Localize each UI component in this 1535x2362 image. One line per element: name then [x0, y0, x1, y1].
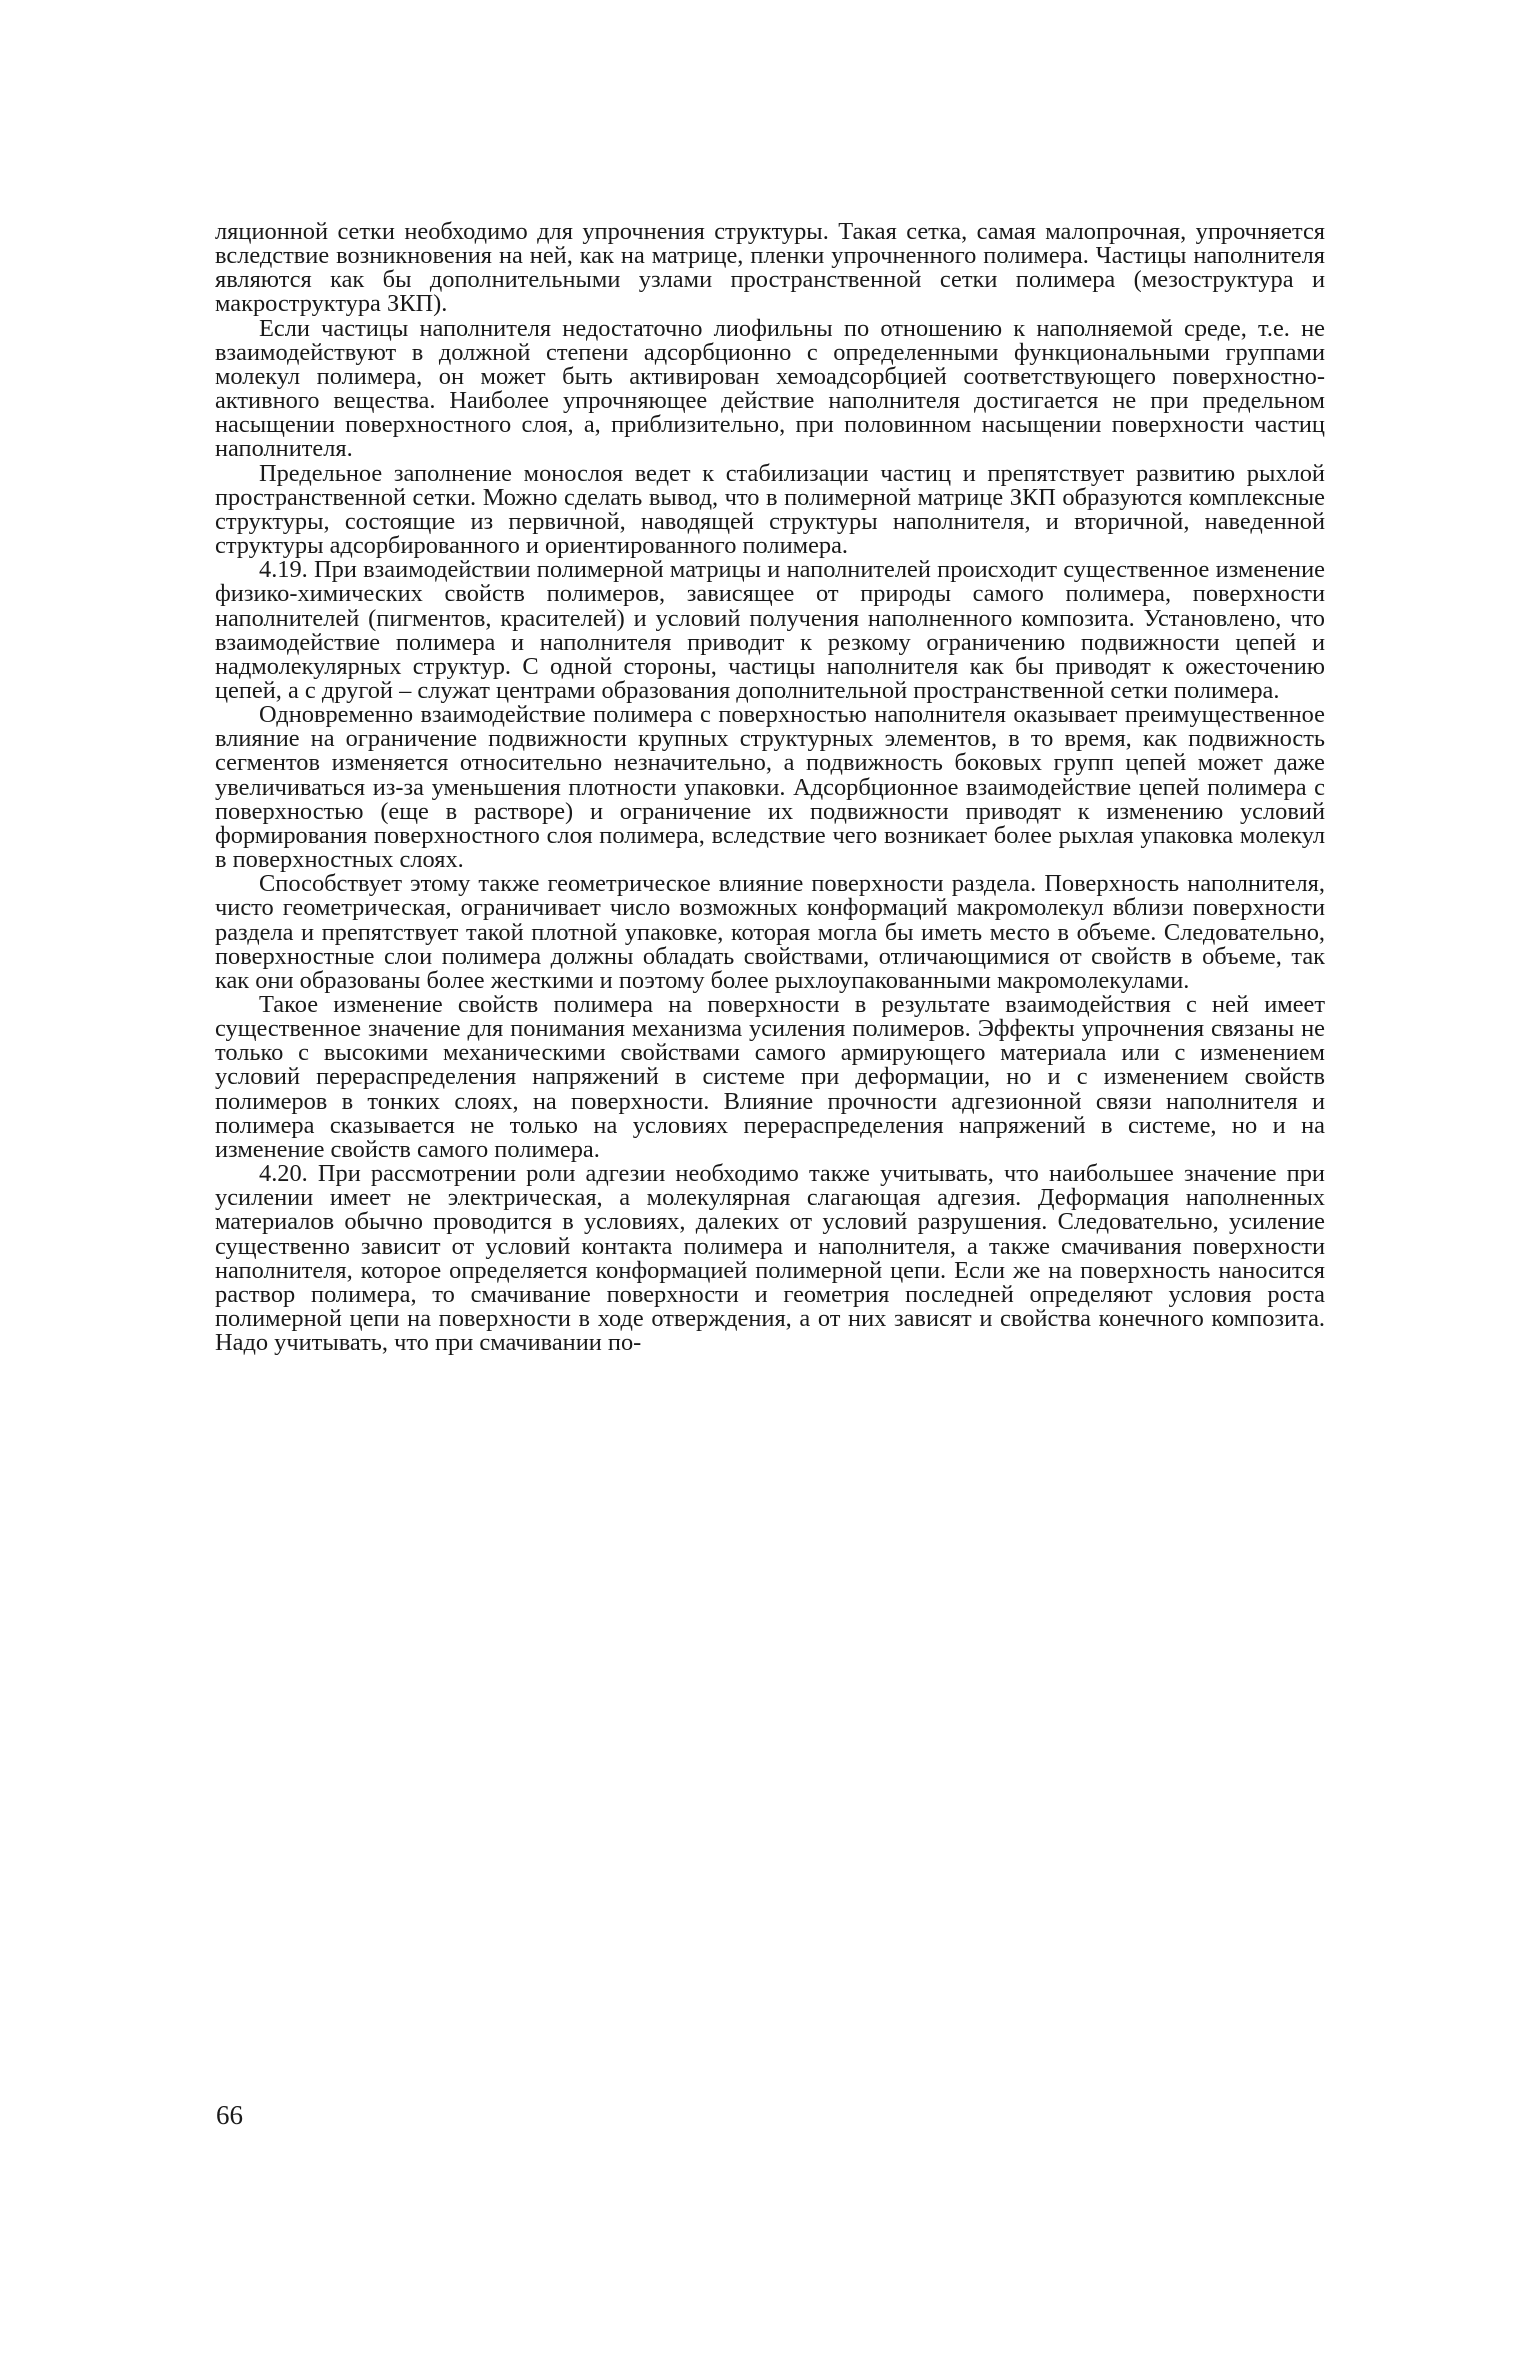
- paragraph-3: Предельное заполнение монослоя ведет к стабилизации частиц и препятствует развитию рыхлой пространственной сетки. Можно сделать вывод, что в полимерной матрице ЗКП образуются комплексные структуры, состоящие из первичной, наводящей структуры наполнителя, и вторичной, наведенной структуры адсорбированного и ориентированного полимера.: [215, 459, 1325, 560]
- paragraph-1: ляционной сетки необходимо для упрочнения структуры. Такая сетка, самая малопрочная, упрочняется вследствие возникновения на ней, как на матрице, пленки упрочненного полимера. Частицы наполнителя являются как бы дополнительными узлами пространственной сетки полимера (мезоструктура и макроструктура ЗКП).: [215, 218, 1325, 318]
- paragraph-5: Одновременно взаимодействие полимера с поверхностью наполнителя оказывает преимущественное влияние на ограничение подвижности крупных структурных элементов, в то время, как подвижность сегментов изменяется относительно незначительно, а подвижность боковых групп цепей может даже увеличиваться из-за уменьшения плотности упаковки. Адсорбционное взаимодействие цепей полимера с поверхностью (еще в растворе) и ограничение их подвижности приводят к изменению условий формирования поверхностного слоя полимера, вследствие чего возникает более рыхлая упаковка молекул в поверхностных слоях.: [215, 701, 1325, 874]
- paragraph-4: 4.19. При взаимодействии полимерной матрицы и наполнителей происходит существенное изменение физико-химических свойств полимеров, зависящее от природы самого полимера, поверхности наполнителей (пигментов, красителей) и условий получения наполненного композита. Установлено, что взаимодействие полимера и наполнителя приводит к резкому ограничению подвижности цепей и надмолекулярных структур. С одной стороны, частицы наполнителя как бы приводят к ожесточению цепей, а с другой – служат центрами образования дополнительной пространственной сетки полимера.: [215, 556, 1325, 704]
- paragraph-7: Такое изменение свойств полимера на поверхности в результате взаимодействия с ней имеет существенное значение для понимания механизма усиления полимеров. Эффекты упрочнения связаны не только с высокими механическими свойствами самого армирующего материала или с изменением условий перераспределения напряжений в системе при деформации, но и с изменением свойств полимеров в тонких слоях, на поверхности. Влияние прочности адгезионной связи наполнителя и полимера сказывается не только на условиях перераспределения напряжений в системе, но и на изменение свойств самого полимера.: [215, 991, 1325, 1163]
- paragraph-8: 4.20. При рассмотрении роли адгезии необходимо также учитывать, что наибольшее значение при усилении имеет не электрическая, а молекулярная слагающая адгезия. Деформация наполненных материалов обычно проводится в условиях, далеких от условий разрушения. Следовательно, усиление существенно зависит от условий контакта полимера и наполнителя, а также смачивания поверхности наполнителя, которое определяется конформацией полимерной цепи. Если же на поверхность наносится раствор полимера, то смачивание поверхности и геометрия последней определяют условия роста полимерной цепи на поверхности в ходе отверждения, а от них зависят и свойства конечного композита. Надо учитывать, что при смачивании по-: [215, 1160, 1325, 1357]
- paragraph-2: Если частицы наполнителя недостаточно лиофильны по отношению к наполняемой среде, т.е. не взаимодействуют в должной степени адсорбционно с определенными функциональными группами молекул полимера, он может быть активирован хемоадсорбцией соответствующего поверхностно-активного вещества. Наиболее упрочняющее действие наполнителя достигается не при предельном насыщении поверхностного слоя, а, приблизительно, при половинном насыщении поверхности частиц наполнителя.: [215, 314, 1325, 463]
- body-text: [215, 220, 1325, 1355]
- page-number: 66: [216, 2100, 243, 2130]
- paragraph-6: Способствует этому также геометрическое влияние поверхности раздела. Поверхность наполнителя, чисто геометрическая, ограничивает число возможных конформаций макромолекул вблизи поверхности раздела и препятствует такой плотной упаковке, которая могла бы иметь место в объеме. Следовательно, поверхностные слои полимера должны обладать свойствами, отличающимися от свойств в объеме, так как они образованы более жесткими и поэтому более рыхлоупакованными макромолекулами.: [215, 870, 1325, 994]
